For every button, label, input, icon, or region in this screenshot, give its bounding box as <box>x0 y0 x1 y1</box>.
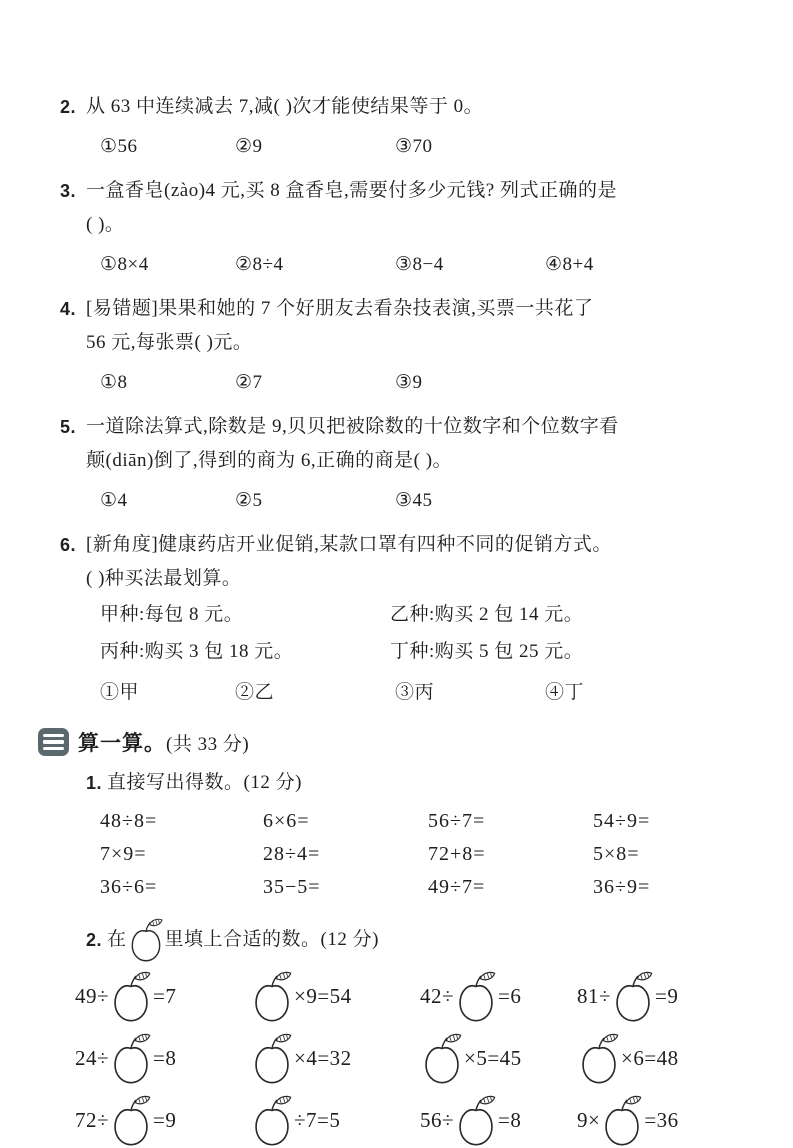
eq-pre: 56÷ <box>420 1107 455 1132</box>
eq-post: =36 <box>644 1107 679 1132</box>
option-row <box>100 245 749 285</box>
option-1: ①甲 <box>100 682 140 703</box>
apple-equation <box>250 968 420 1024</box>
apple-blank-icon[interactable] <box>421 1033 463 1084</box>
apple-blank-icon[interactable] <box>251 1033 293 1084</box>
option-2: ②5 <box>235 490 263 511</box>
calc-cell: 56÷7= <box>428 810 486 832</box>
apple-equation <box>420 1092 577 1148</box>
method-jia: 甲种:每包 8 元。 <box>100 604 244 625</box>
eq-post: ×6=48 <box>621 1045 679 1070</box>
calc-cell: 49÷7= <box>428 876 486 898</box>
apple-equation <box>577 1030 749 1086</box>
method-yi: 乙种:购买 2 包 14 元。 <box>390 604 584 625</box>
question-number: 2. <box>60 97 77 117</box>
option-3: ③9 <box>395 372 423 393</box>
question-number: 6. <box>60 535 77 555</box>
sub1-title-line <box>86 765 749 801</box>
apple-icon <box>128 918 164 962</box>
option-1: ①8×4 <box>100 254 149 275</box>
eq-pre: 81÷ <box>577 983 612 1008</box>
apple-equation <box>75 1092 250 1148</box>
apple-equation <box>420 1030 577 1086</box>
option-2: ②乙 <box>235 682 275 703</box>
question-6 <box>60 528 749 713</box>
eq-post: ÷7=5 <box>294 1107 341 1132</box>
eq-post: =9 <box>655 983 679 1008</box>
apple-equation <box>250 1092 420 1148</box>
calc-cell: 5×8= <box>593 843 640 865</box>
question-number: 3. <box>60 181 77 201</box>
option-3: ③8−4 <box>395 254 444 275</box>
apple-equation <box>577 1092 749 1148</box>
section-three-header <box>38 727 749 757</box>
eq-pre: 9× <box>577 1107 601 1132</box>
question-text-cont: ( )。 <box>86 214 125 235</box>
sub1-number: 1. <box>86 773 103 793</box>
promo-methods <box>100 596 749 670</box>
eq-pre: 72÷ <box>75 1107 110 1132</box>
calc-cell: 28÷4= <box>263 843 321 865</box>
eq-post: ×4=32 <box>294 1045 352 1070</box>
option-2: ②7 <box>235 372 263 393</box>
question-text-cont: 56 元,每张票( )元。 <box>86 332 253 353</box>
sub2-title-post: 里填上合适的数。(12 分) <box>164 929 379 950</box>
question-text: 一盒香皂(zào)4 元,买 8 盒香皂,需要付多少元钱? 列式正确的是 <box>86 180 617 201</box>
sub2-title-pre: 在 <box>107 929 127 950</box>
calc-cell: 48÷8= <box>100 810 158 832</box>
apple-equation <box>250 1030 420 1086</box>
question-4 <box>60 292 749 403</box>
question-number: 4. <box>60 299 77 319</box>
question-text: 一道除法算式,除数是 9,贝贝把被除数的十位数字和个位数字看 <box>86 416 619 437</box>
question-number: 5. <box>60 417 77 437</box>
eq-post: =8 <box>153 1045 177 1070</box>
calc-cell: 35−5= <box>263 876 321 898</box>
question-text: [新角度]健康药店开业促销,某款口罩有四种不同的促销方式。 <box>86 534 612 555</box>
method-bing: 丙种:购买 3 包 18 元。 <box>100 641 294 662</box>
question-text: 从 63 中连续减去 7,减( )次才能使结果等于 0。 <box>86 96 484 117</box>
option-row <box>100 127 749 167</box>
calc-cell: 36÷9= <box>593 876 651 898</box>
apple-blank-icon[interactable] <box>601 1095 643 1146</box>
sub2-number: 2. <box>86 930 103 950</box>
eq-post: =9 <box>153 1107 177 1132</box>
apple-blank-icon[interactable] <box>612 971 654 1022</box>
method-ding: 丁种:购买 5 包 25 元。 <box>390 641 584 662</box>
question-text: [易错题]果果和她的 7 个好朋友去看杂技表演,买票一共花了 <box>86 298 594 319</box>
option-row <box>100 673 749 713</box>
option-2: ②8÷4 <box>235 254 284 275</box>
section-score: (共 33 分) <box>166 734 250 755</box>
calc-cell: 54÷9= <box>593 810 651 832</box>
calc-cell: 7×9= <box>100 843 147 865</box>
eq-pre: 42÷ <box>420 983 455 1008</box>
apple-blank-icon[interactable] <box>110 971 152 1022</box>
eq-post: ×5=45 <box>464 1045 522 1070</box>
option-1: ①4 <box>100 490 128 511</box>
apple-blank-icon[interactable] <box>251 1095 293 1146</box>
eq-post: ×9=54 <box>294 983 352 1008</box>
section-title <box>78 727 249 757</box>
question-3 <box>60 174 749 285</box>
eq-post: =6 <box>498 983 522 1008</box>
apple-equation <box>577 968 749 1024</box>
option-4: ④丁 <box>545 682 585 703</box>
option-4: ④8+4 <box>545 254 594 275</box>
apple-equation <box>75 968 250 1024</box>
option-2: ②9 <box>235 136 263 157</box>
apple-equation <box>420 968 577 1024</box>
question-2 <box>60 90 749 167</box>
calc-cell: 36÷6= <box>100 876 158 898</box>
question-5 <box>60 410 749 521</box>
calc-grid <box>100 805 749 904</box>
apple-blank-icon[interactable] <box>578 1033 620 1084</box>
apple-blank-icon[interactable] <box>110 1095 152 1146</box>
apple-blank-icon[interactable] <box>251 971 293 1022</box>
option-3: ③70 <box>395 136 433 157</box>
apple-equation <box>75 1030 250 1086</box>
eq-pre: 24÷ <box>75 1045 110 1070</box>
option-1: ①8 <box>100 372 128 393</box>
eq-post: =8 <box>498 1107 522 1132</box>
apple-equation-grid <box>75 968 749 1148</box>
question-text-cont: 颠(diān)倒了,得到的商为 6,正确的商是( )。 <box>86 450 453 471</box>
question-text-cont: ( )种买法最划算。 <box>86 568 242 589</box>
option-row <box>100 481 749 521</box>
sub2-title-line <box>86 918 749 962</box>
eq-pre: 49÷ <box>75 983 110 1008</box>
option-3: ③丙 <box>395 682 435 703</box>
section-title-text: 算一算。 <box>78 731 166 755</box>
option-row <box>100 363 749 403</box>
option-1: ①56 <box>100 136 138 157</box>
sub1-title: 直接写出得数。(12 分) <box>107 772 302 793</box>
eq-post: =7 <box>153 983 177 1008</box>
calc-cell: 72+8= <box>428 843 486 865</box>
apple-blank-icon[interactable] <box>455 1095 497 1146</box>
apple-blank-icon[interactable] <box>110 1033 152 1084</box>
section-three-icon <box>38 728 69 756</box>
apple-blank-icon[interactable] <box>455 971 497 1022</box>
option-3: ③45 <box>395 490 433 511</box>
calc-cell: 6×6= <box>263 810 310 832</box>
